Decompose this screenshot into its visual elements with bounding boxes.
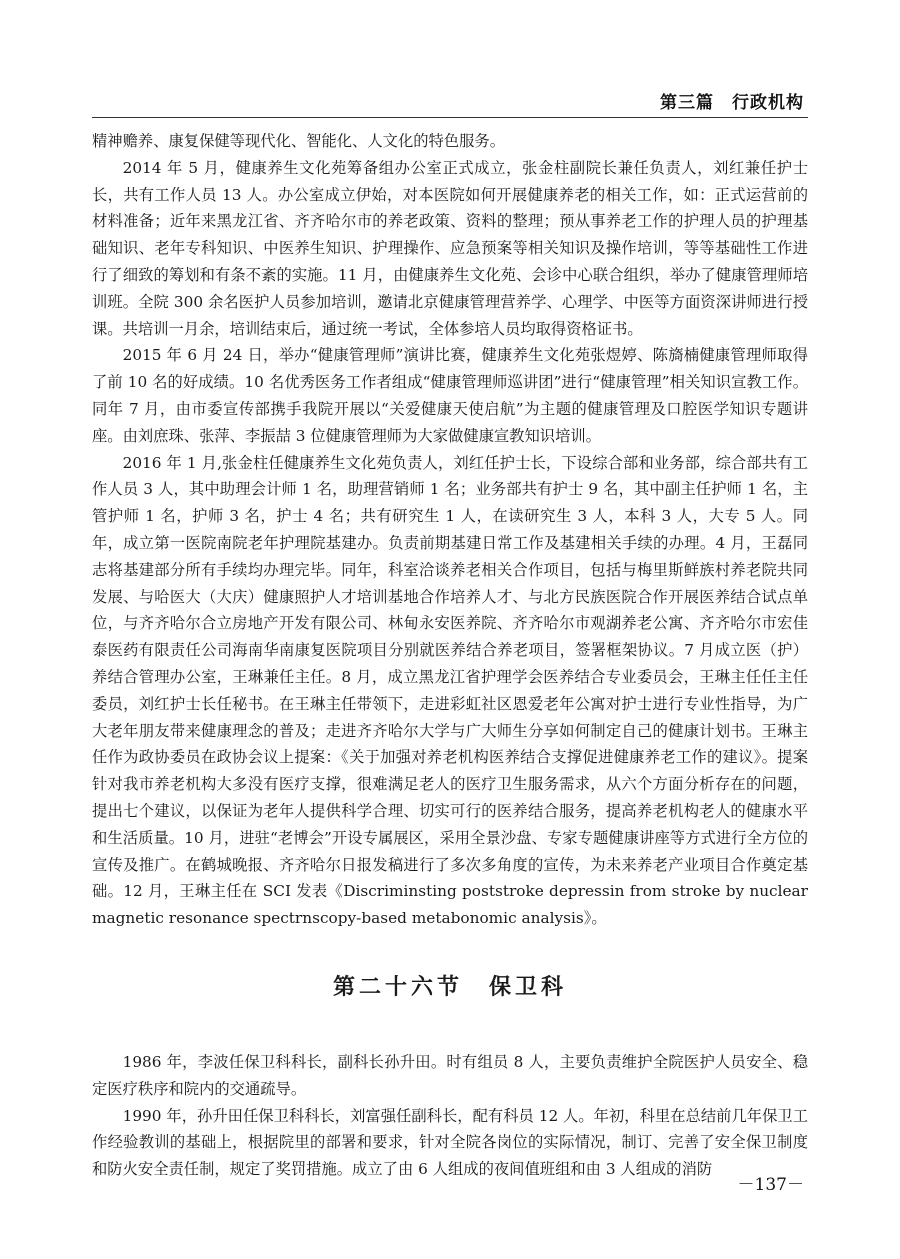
header-rule <box>92 117 808 118</box>
section-title: 第二十六节 保卫科 <box>332 974 567 1000</box>
page-content <box>92 128 808 1183</box>
page-number: －137－ <box>737 1175 804 1195</box>
running-header: 第三篇 行政机构 <box>660 93 804 113</box>
paragraph-continued: 精神赡养、康复保健等现代化、智能化、人文化的特色服务。 <box>92 132 506 150</box>
paragraph-1986: 1986 年，李波任保卫科科长，副科长孙升田。时有组员 8 人，主要负责维护全院医护人员安全、稳定医疗秩序和院内的交通疏导。 <box>92 1052 808 1098</box>
paragraph-2016: 2016 年 1 月,张金柱任健康养生文化苑负责人，刘红任护士长，下设综合部和业务部，综合部共有工作人员 3 人，其中助理会计师 1 名，助理营销师 1 名；业务部共有护士 9 名，其中副主任护师 1 名，主管护师 1 名，护师 3 名，护士 4 名；共有研究生 1 人，在读研究生 3 人，本科 3 人，大专 5 人。同年，成立第一医院南院老年护理院基建办。负责前期基建日常工作及基建相关手续的办理。4 月，王磊同志将基建部分所有手续均办理完毕。同年，科室洽谈养老相关合作项目，包括与梅里斯鲜族村养老院共同发展、与哈医大（大庆）健康照护人才培训基地合作培养人才、与北方民族医院合作开展医养结合试点单位，与齐齐哈尔合立房地产开发有限公司、林甸永安医养院、齐齐哈尔市观湖养老公寓、齐齐哈尔市宏佳泰医药有限责任公司海南华南康复医院项目分别就医养结合养老项目，签署框架协议。7 月成立医（护）养结合管理办公室，王琳兼任主任。8 月，成立黑龙江省护理学会医养结合专业委员会，王琳主任任主任委员，刘红护士长任秘书。在王琳主任带领下，走进彩虹社区恩爱老年公寓对护士进行专业性指导，为广大老年朋友带来健康理念的普及；走进齐齐哈尔大学与广大师生分享如何制定自己的健康计划书。王琳主任作为政协委员在政协会议上提案：《关于加强对养老机构医养结合支撑促进健康养老工作的建议》。提案针对我市养老机构大多没有医疗支撑，很难满足老人的医疗卫生服务需求，从六个方面分析存在的问题，提出七个建议，以保证为老年人提供科学合理、切实可行的医养结合服务，提高养老机构老人的健康水平和生活质量。10 月，进驻“老博会”开设专属展区，采用全景沙盘、专家专题健康讲座等方式进行全方位的宣传及推广。在鹤城晚报、齐齐哈尔日报发稿进行了多次多角度的宣传，为未来养老产业项目合作奠定基础。12 月，王琳主任在 SCI 发表《Discriminsting poststroke depressin from stroke by nuclear magnetic resonance spectrnscopy-based metabonomic analysis》。 <box>92 453 808 928</box>
paragraph-1990: 1990 年，孙升田任保卫科科长，刘富强任副科长，配有科员 12 人。年初，科里在总结前几年保卫工作经验教训的基础上，根据院里的部署和要求，针对全院各岗位的实际情况，制订、完善了安全保卫制度和防火安全责任制，规定了奖罚措施。成立了由 6 人组成的夜间值班组和由 3 人组成的消防 <box>92 1106 808 1179</box>
paragraph-2014: 2014 年 5 月，健康养生文化苑筹备组办公室正式成立，张金柱副院长兼任负责人，刘红兼任护士长，共有工作人员 13 人。办公室成立伊始，对本医院如何开展健康养老的相关工作，如：正式运营前的材料准备；近年来黑龙江省、齐齐哈尔市的养老政策、资料的整理；预从事养老工作的护理人员的护理基础知识、老年专科知识、中医养生知识、护理操作、应急预案等相关知识及操作培训，等等基础性工作进行了细致的筹划和有条不紊的实施。11 月，由健康养生文化苑、会诊中心联合组织，举办了健康管理师培训班。全院 300 余名医护人员参加培训，邀请北京健康管理营养学、心理学、中医等方面资深讲师进行授课。共培训一月余，培训结束后，通过统一考试，全体参培人员均取得资格证书。 <box>92 158 808 338</box>
paragraph-2015: 2015 年 6 月 24 日，举办“健康管理师”演讲比赛，健康养生文化苑张煜婷、陈旖楠健康管理师取得了前 10 名的好成绩。10 名优秀医务工作者组成“健康管理师巡讲团”进行“健康管理”相关知识宣教工作。同年 7 月，由市委宣传部携手我院开展以“关爱健康天使启航”为主题的健康管理及口腔医学知识专题讲座。由刘庶珠、张萍、李振喆 3 位健康管理师为大家做健康宣教知识培训。 <box>92 346 808 445</box>
